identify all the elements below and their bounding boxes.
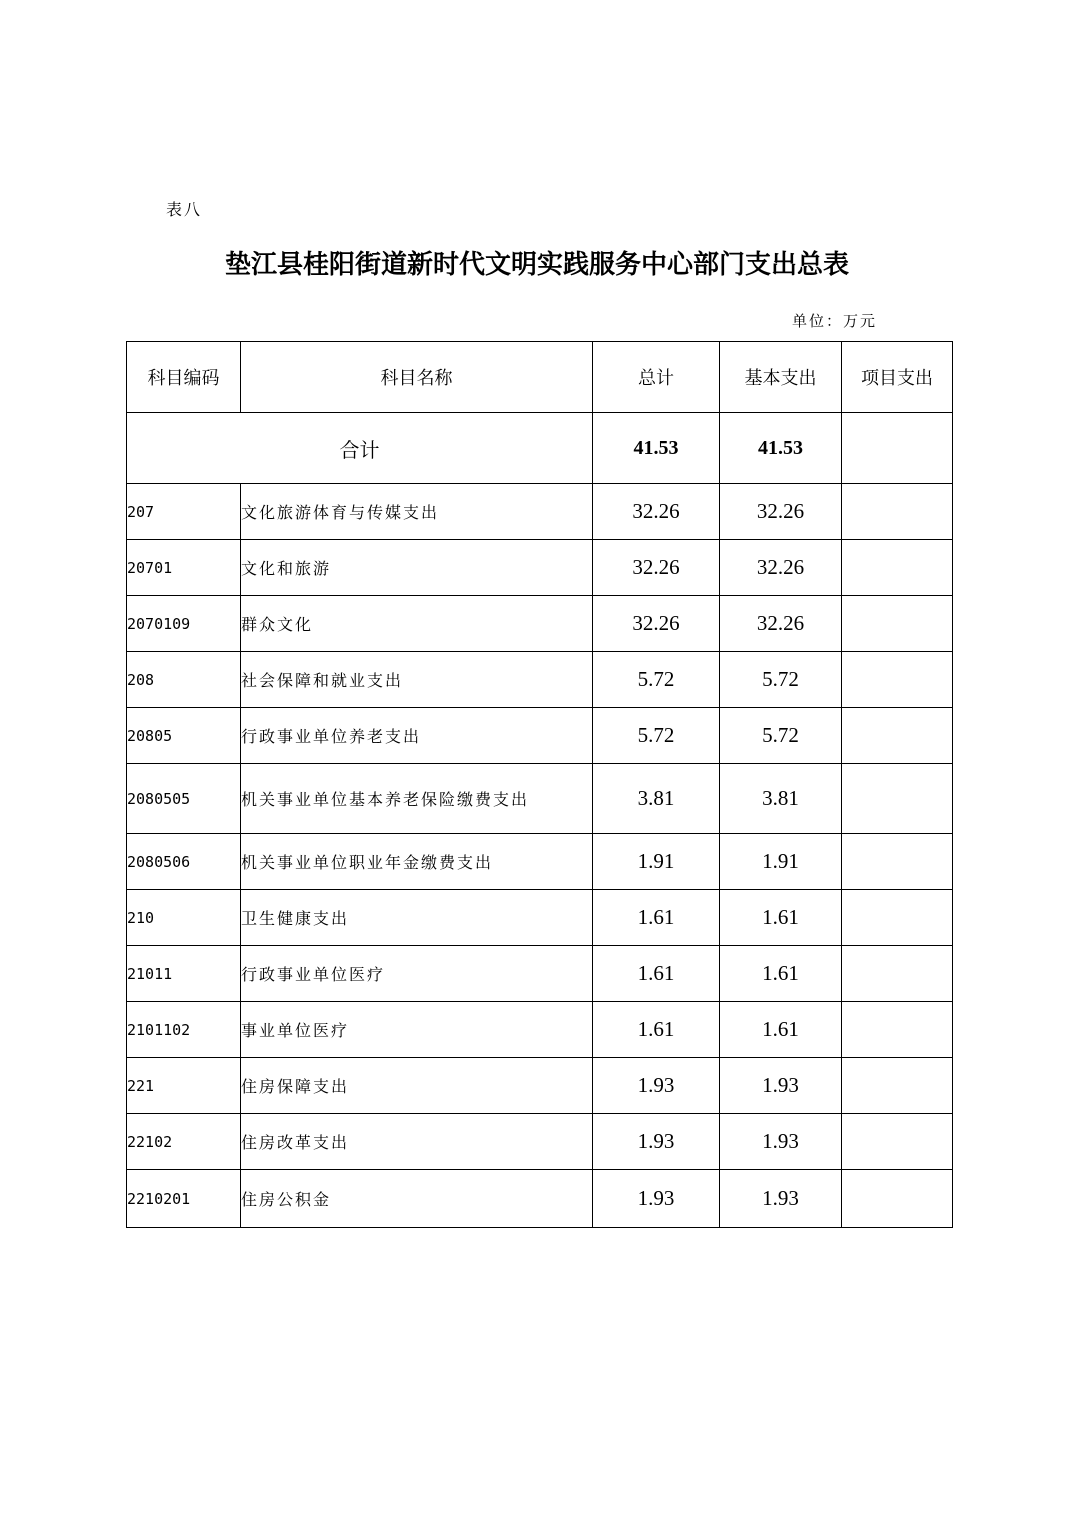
row-code: 2070109 (127, 596, 241, 652)
table-row (127, 1114, 953, 1170)
row-project (842, 484, 953, 540)
row-project (842, 946, 953, 1002)
row-basic: 1.61 (720, 946, 842, 1002)
table-row (127, 834, 953, 890)
row-name: 文化和旅游 (241, 540, 593, 596)
row-project (842, 1058, 953, 1114)
row-total: 5.72 (593, 652, 720, 708)
row-total: 1.93 (593, 1114, 720, 1170)
row-code: 2210201 (127, 1170, 241, 1228)
table-row (127, 1058, 953, 1114)
row-project (842, 1170, 953, 1228)
header-total: 总计 (593, 342, 720, 413)
table-row (127, 484, 953, 540)
summary-label: 合计 (127, 413, 593, 484)
row-total: 1.93 (593, 1058, 720, 1114)
summary-total: 41.53 (593, 413, 720, 484)
row-project (842, 596, 953, 652)
table-row (127, 946, 953, 1002)
row-name: 住房公积金 (241, 1170, 593, 1228)
row-total: 32.26 (593, 540, 720, 596)
page-title: 垫江县桂阳街道新时代文明实践服务中心部门支出总表 (224, 250, 849, 280)
expenditure-table (126, 341, 953, 1228)
row-total: 1.61 (593, 946, 720, 1002)
row-total: 1.93 (593, 1170, 720, 1228)
table-number-label: 表八 (166, 200, 203, 219)
row-basic: 1.91 (720, 834, 842, 890)
row-total: 3.81 (593, 764, 720, 834)
table-row (127, 1170, 953, 1228)
row-code: 221 (127, 1058, 241, 1114)
table-row (127, 652, 953, 708)
header-basic: 基本支出 (720, 342, 842, 413)
row-total: 32.26 (593, 484, 720, 540)
table-row (127, 890, 953, 946)
row-code: 22102 (127, 1114, 241, 1170)
summary-project (842, 413, 953, 484)
table-row (127, 764, 953, 834)
row-total: 1.91 (593, 834, 720, 890)
row-name: 事业单位医疗 (241, 1002, 593, 1058)
row-project (842, 652, 953, 708)
table-row (127, 708, 953, 764)
header-project: 项目支出 (842, 342, 953, 413)
table-row (127, 596, 953, 652)
row-total: 5.72 (593, 708, 720, 764)
row-project (842, 834, 953, 890)
row-code: 210 (127, 890, 241, 946)
header-name: 科目名称 (241, 342, 593, 413)
row-basic: 1.93 (720, 1114, 842, 1170)
row-basic: 32.26 (720, 484, 842, 540)
row-code: 20805 (127, 708, 241, 764)
row-basic: 5.72 (720, 708, 842, 764)
row-name: 文化旅游体育与传媒支出 (241, 484, 593, 540)
row-name: 社会保障和就业支出 (241, 652, 593, 708)
row-project (842, 1114, 953, 1170)
summary-basic: 41.53 (720, 413, 842, 484)
row-code: 2101102 (127, 1002, 241, 1058)
row-basic: 5.72 (720, 652, 842, 708)
row-basic: 1.61 (720, 1002, 842, 1058)
row-code: 2080505 (127, 764, 241, 834)
row-name: 机关事业单位职业年金缴费支出 (241, 834, 593, 890)
row-project (842, 540, 953, 596)
row-code: 20701 (127, 540, 241, 596)
header-row (127, 342, 953, 413)
row-name: 卫生健康支出 (241, 890, 593, 946)
row-project (842, 708, 953, 764)
row-project (842, 890, 953, 946)
row-project (842, 1002, 953, 1058)
row-total: 32.26 (593, 596, 720, 652)
row-basic: 1.61 (720, 890, 842, 946)
table-row (127, 540, 953, 596)
row-name: 住房改革支出 (241, 1114, 593, 1170)
row-basic: 32.26 (720, 596, 842, 652)
row-basic: 1.93 (720, 1058, 842, 1114)
header-code: 科目编码 (127, 342, 241, 413)
row-total: 1.61 (593, 890, 720, 946)
row-code: 208 (127, 652, 241, 708)
row-basic: 32.26 (720, 540, 842, 596)
row-basic: 1.93 (720, 1170, 842, 1228)
row-basic: 3.81 (720, 764, 842, 834)
row-project (842, 764, 953, 834)
row-code: 2080506 (127, 834, 241, 890)
table-row (127, 1002, 953, 1058)
summary-row (127, 413, 953, 484)
row-name: 住房保障支出 (241, 1058, 593, 1114)
unit-note: 单位：万元 (792, 312, 878, 330)
row-name: 行政事业单位医疗 (241, 946, 593, 1002)
row-code: 207 (127, 484, 241, 540)
row-name: 行政事业单位养老支出 (241, 708, 593, 764)
row-name: 群众文化 (241, 596, 593, 652)
row-code: 21011 (127, 946, 241, 1002)
row-total: 1.61 (593, 1002, 720, 1058)
row-name: 机关事业单位基本养老保险缴费支出 (241, 764, 593, 834)
